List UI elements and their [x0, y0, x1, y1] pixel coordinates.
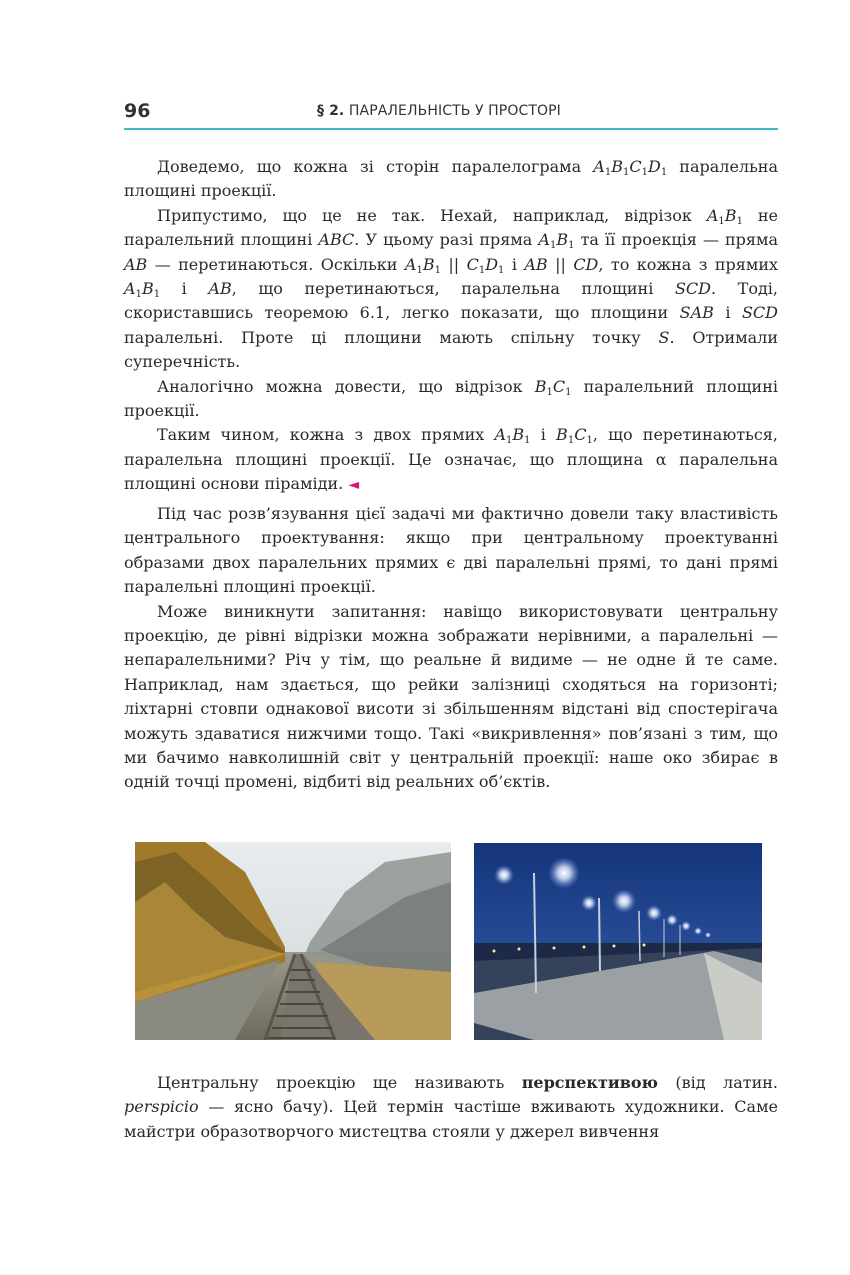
page-number: 96	[124, 100, 151, 122]
paragraph-7: Центральну проекцію ще називають перспективою (від латин. perspicio — ясно бачу). Цей термін частіше вживають художники. Саме майстри образотворчого мистецтва стояли у джерел вивчення	[124, 1073, 778, 1141]
paragraph-2: Припустимо, що це не так. Нехай, наприклад, відрізок $A_1B_1$ не паралельний площині ABC. У цьому разі пряма $A_1B_1$ та її проекція — пряма AB — перетинаються. Оскільки $A_1B_1$ || $C_1D_1$ і AB || CD, то кожна з прямих $A_1B_1$ і AB, що перетинаються, паралельна площині SCD. Тоді, скориставшись теоремою 6.1, легко показати, що площини SAB і SCD паралельні. Проте ці площини мають спільну точку S. Отримали суперечність.	[124, 205, 779, 372]
proof-text	[124, 155, 778, 498]
railway-tracks-photo	[135, 842, 451, 1040]
end-of-proof-icon: ◄	[348, 477, 360, 494]
discussion-text	[124, 502, 778, 795]
section-title: ПАРАЛЕЛЬНІСТЬ У ПРОСТОРІ	[348, 103, 561, 119]
header-rule	[124, 128, 778, 130]
page-header	[124, 100, 778, 130]
perspective-text	[124, 1071, 778, 1144]
term-perspective: перспективою	[521, 1073, 658, 1092]
latin-word: perspicio	[124, 1097, 199, 1117]
paragraph-3: Аналогічно можна довести, що відрізок $B_1C_1$ паралельний площині проекції.	[124, 376, 778, 421]
paragraph-4: Таким чином, кожна з двох прямих $A_1B_1$ і $B_1C_1$, що перетинаються, паралельна площині проекції. Це означає, що площина α паралельна площині основи піраміди. ◄	[124, 425, 778, 494]
paragraph-6: Може виникнути запитання: навіщо використовувати центральну проекцію, де рівні відрізки можна зображати нерівними, а паралельні — непаралельними? Річ у тім, що реальне й видиме — не одне й те саме. Наприклад, нам здається, що рейки залізниці сходяться на горизонті; ліхтарні стовпи однакової висоти зі збільшенням відстані від спостерігача можуть здаватися нижчими тощо. Такі «викривлення» пов’язані з тим, що ми бачимо навколишній світ у центральній проекції: наше око збирає в одній точці промені, відбиті від реальних об’єктів.	[124, 601, 778, 792]
paragraph-5: Під час розв’язування цієї задачі ми фактично довели таку властивість центрального проектування: якщо при центральному проектуванні образами двох паралельних прямих є дві паралельні прямі, то дані прямі паралельні площині проекції.	[124, 504, 778, 597]
section-label: § 2.	[317, 103, 345, 119]
street-lights-photo	[474, 843, 762, 1040]
section-heading	[317, 103, 561, 119]
paragraph-1: Доведемо, що кожна зі сторін паралелограма $A_1B_1C_1D_1$ паралельна площині проекції.	[124, 157, 779, 201]
